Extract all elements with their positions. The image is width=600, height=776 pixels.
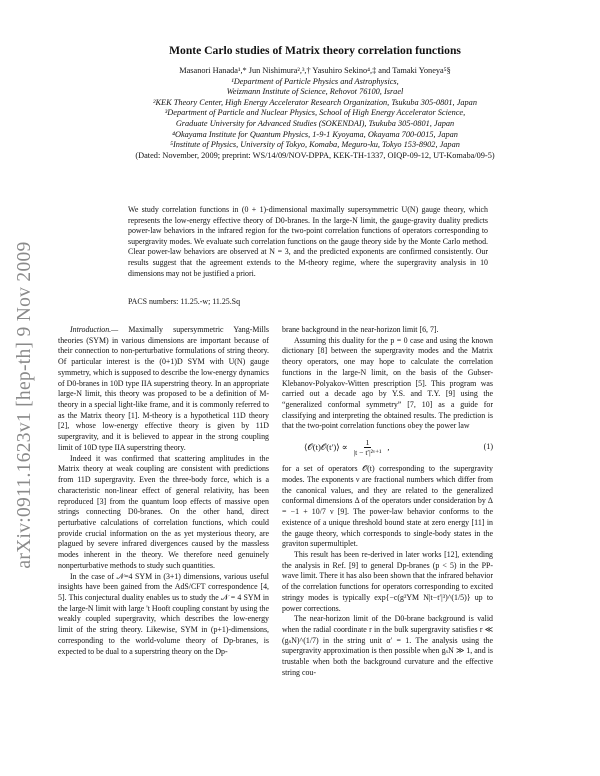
equation-numerator: 1 [365,438,370,448]
pacs-numbers: PACS numbers: 11.25.-w; 11.25.Sq [128,297,241,306]
paragraph: This result has been re-derived in later works [12], extending the analysis in Ref. [9] to general Dp-branes (p < 5) in the PP-wave limit. There it has also been shown that the infrared behavior of the correlation functions for operators corresponding to excited stringy modes is typically exp{−c(g²YM N|t−t′|³)^(1/5)} up to power corrections. [282,549,493,613]
left-column [58,325,269,657]
affiliation: Weizmann Institute of Science, Rehovot 76100, Israel [226,87,404,97]
paragraph: brane background in the near-horizon limit [6, 7]. [282,325,439,334]
equation-lhs: ⟨𝒪(t)𝒪(t′)⟩ ∝ [304,442,348,453]
paragraph: for a set of operators 𝒪(t) corresponding to the supergravity modes. The exponents ν are fractional numbers which differ from the canonical values, and they are related to the generalized conformal dimensions Δ of the operators under consideration by Δ = −1 + 10/7 ν [9]. The power-law behavior conforms to the existence of a unique threshold bound state at zero energy [11] in the gauge theory, which corresponds to single-body states in the graviton supermultiplet. [282,464,493,549]
author-block [60,66,570,161]
right-column [282,325,493,679]
equation-denominator: |t − t′|²ᵛ⁺¹ [353,448,382,458]
paragraph: In the case of 𝒩=4 SYM in (3+1) dimensions, various useful insights have been gained from the AdS/CFT correspondence [4, 5]. This conjectural duality enables us to study the 𝒩 = 4 SYM in the large-N limit with large 't Hooft coupling constant by using the weakly coupled supergravity, which describes the low-energy limit of the string theory. Likewise, SYM in (p+1)-dimensions, corresponding to the world-volume theory of Dp-branes, is expected to be dual to a superstring theory on the Dp- [58,571,269,656]
affiliation: ⁵Institute of Physics, University of Tokyo, Komaba, Meguro-ku, Tokyo 153-8902, Japan [170,140,460,150]
paragraph-text: Maximally supersymmetric Yang-Mills theories (SYM) in various dimensions are important because of their connection to non-perturbative formulations of string theory. Of particular interest is the (0+1)D SYM with U(N) gauge symmetry, which is supposed to describe the low-energy dynamics of D0-branes in 10D type IIA superstring theory. In an appropriate large-N limit, this theory was proposed to be a definition of M-theory in a special light-like frame, and it is commonly referred to as the Matrix theory [1]. M-theory is a hypothetical 11D theory [2], whose low-energy effective theory is given by 11D supergravity, and it is believed to appear in the strong coupling limit of 10D type IIA superstring theory. [58,325,269,452]
paragraph-lead: Introduction.— [70,325,119,334]
equation-number: (1) [483,442,493,452]
affiliation: Graduate University for Advanced Studies (SOKENDAI), Tsukuba 305-0801, Japan [175,118,455,128]
author-list: Masanori Hanada¹,* Jun Nishimura²,³,† Yasuhiro Sekino⁴,‡ and Tamaki Yoneya⁵§ [179,66,451,75]
paragraph [58,325,269,454]
affiliation: ²KEK Theory Center, High Energy Accelerator Research Organization, Tsukuba 305-0801, Japan [153,97,477,107]
affiliation: ¹Department of Particle Physics and Astrophysics, [231,76,399,86]
affiliation: ⁴Okayama Institute for Quantum Physics, 1-9-1 Kyoyama, Okayama 700-0015, Japan [172,129,458,139]
paragraph: Assuming this duality for the p = 0 case and using the known dictionary [8] between the supergravity modes and the Matrix theory operators, one may hope to calculate the correlation functions in the large-N limit, on the basis of the Gubser-Klebanov-Polyakov-Witten prescription [5]. This program was carried out a decade ago by Y.S. and T.Y. [9] using the “generalized conformal symmetry” [7, 10] as a guide for classifying and interpreting the obtained results. The prediction is that the two-point correlation functions obey the power law [282,335,493,431]
equation-fraction [354,438,382,457]
equation-tail: , [387,442,390,453]
affiliation: ³Department of Particle and Nuclear Physics, School of High Energy Accelerator Science, [164,108,466,118]
equation-1 [282,438,493,457]
arxiv-id: arXiv:0911.1623v1 [hep-th] 9 Nov 2009 [14,241,35,569]
paragraph: The near-horizon limit of the D0-brane background is valid when the radial coordinate r in the bulk supergravity satisfies r ≪ (gₛN)^(1/7) in the string unit α′ = 1. The analysis using the supergravity approximation is then possible when gₛN ≫ 1, and is trustable when both the background curvature and the effective string cou- [282,614,493,677]
paper-title: Monte Carlo studies of Matrix theory correlation functions [169,44,461,57]
paragraph: Indeed it was confirmed that scattering amplitudes in the Matrix theory at weak coupling are consistent with predictions from 11D supergravity. Even the three-body force, which is a characteristic non-linear effect of general relativity, has been reproduced [3] from the quantum loop effects of massive open strings connecting D0-branes. On the other hand, direct perturbative calculations of correlation functions, which could provide crucial information on the as yet mysterious theory, are plagued by severe infrared divergences caused by the massless modes inherent in the theory. We therefore need genuinely nonperturbative methods to study such quantities. [58,453,269,570]
dated-line: (Dated: November, 2009; preprint: WS/14/09/NOV-DPPA, KEK-TH-1337, OIQP-09-12, UT-Komaba/09-5) [135,150,495,160]
arxiv-stamp [10,240,40,570]
abstract: We study correlation functions in (0 + 1)-dimensional maximally supersymmetric U(N) gauge theory, which represents the low-energy effective theory of D0-branes. In the large-N limit, the gauge-gravity duality predicts power-law behaviors in the infrared region for the two-point correlation functions of operators corresponding to supergravity modes. We evaluate such correlation functions on the gauge theory side by the Monte Carlo method. Clear power-law behaviors are observed at N = 3, and the predicted exponents are confirmed consistently. Our results suggest that the agreement extends to the M-theory regime, where the supergravity analysis in 10 dimensions may not be justified a priori. [128,205,488,278]
